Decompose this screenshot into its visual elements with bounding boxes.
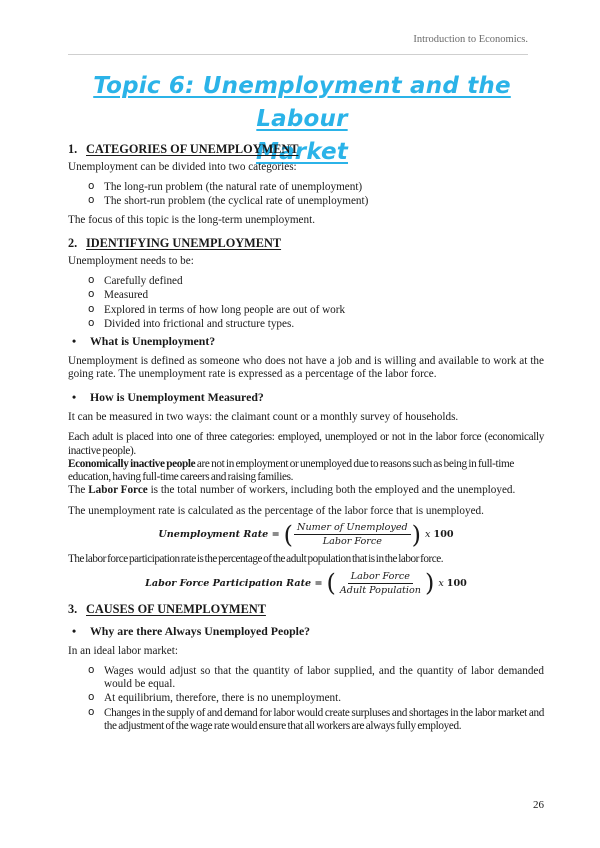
page-number: 26 (533, 799, 544, 811)
section3-intro: In an ideal labor market: (68, 644, 178, 657)
adult-categories: Each adult is placed into one of three categories: employed, unemployed or not in the labor force (economically inactive people). (68, 431, 544, 457)
ideal-market-list (68, 665, 544, 733)
list-item: o Measured (88, 289, 544, 302)
list-item: o Changes in the supply of and demand for labor would create surpluses and shortages in the labor market and the adjustment of the wage rate would ensure that all workers are always fully employed. (88, 707, 544, 733)
subheading-always-unemployed: • Why are there Always Unemployed People? (72, 623, 311, 638)
participation-rate-text: The labor force participation rate is the percentage of the adult population that is in the labor force. (68, 553, 444, 566)
fraction: $\frac{\text{Labor Force}}{\text{Adult Population}}$ (339, 570, 421, 596)
section-heading-causes: 3. CAUSES OF UNEMPLOYMENT (68, 602, 266, 617)
subheading-what-is-unemployment: • What is Unemployment? (72, 333, 216, 348)
identifying-list (68, 275, 544, 331)
categories-list (68, 181, 544, 208)
labor-force-definition: The Labor Force is the total number of workers, including both the employed and the unemployed. (68, 484, 516, 497)
list-item: o At equilibrium, therefore, there is no unemployment. (88, 692, 544, 705)
list-item: o Carefully defined (88, 275, 544, 288)
measurement-methods: It can be measured in two ways: the claimant count or a monthly survey of households. (68, 411, 459, 424)
list-item: o The short-run problem (the cyclical rate of unemployment) (88, 195, 544, 208)
section-heading-categories: 1. CATEGORIES OF UNEMPLOYMENT (68, 142, 299, 156)
list-item: o Divided into frictional and structure types. (88, 318, 544, 331)
running-header: Introduction to Economics. (413, 34, 528, 45)
page-title-line-1: Topic 6: Unemployment and the Labour (93, 73, 511, 132)
unemployment-definition: Unemployment is defined as someone who does not have a job and is willing and available to work at the going rate. The unemployment rate is expressed as a percentage of the labor force. (68, 354, 544, 381)
list-item: o The long-run problem (the natural rate of unemployment) (88, 181, 544, 194)
subheading-how-measured: • How is Unemployment Measured? (72, 390, 264, 405)
section2-intro: Unemployment needs to be: (68, 254, 194, 267)
economically-inactive-definition: Economically inactive people are not in employment or unemployed due to reasons such as being in full-time education, having full-time careers and raising families. (68, 457, 514, 484)
list-item: o Explored in terms of how long people are out of work (88, 304, 544, 317)
fraction: $\frac{\text{Numer of Unemployed}}{\text{Labor Force}}$ (294, 522, 411, 548)
header-divider (68, 54, 528, 55)
unemployment-rate-text: The unemployment rate is calculated as the percentage of the labor force that is unemployed. (68, 504, 484, 517)
section-heading-identifying: 2. IDENTIFYING UNEMPLOYMENT (68, 236, 282, 251)
list-item: o Wages would adjust so that the quantity of labor supplied, and the quantity of labor demanded would be equal. (88, 665, 544, 691)
document-body (68, 142, 544, 740)
page-title-line-2: Market (255, 139, 349, 165)
participation-rate-formula: Labor Force Participation Rate = ( $\frac{\text{Labor Force}}{\text{Adult Population}}$ ) x 100 (145, 569, 467, 598)
section1-intro: Unemployment can be divided into two categories: (68, 160, 297, 173)
unemployment-rate-formula: Unemployment Rate = ( $\frac{\text{Numer of Unemployed}}{\text{Labor Force}}$ ) x 100 (158, 520, 454, 549)
section1-focus: The focus of this topic is the long-term unemployment. (68, 214, 316, 227)
